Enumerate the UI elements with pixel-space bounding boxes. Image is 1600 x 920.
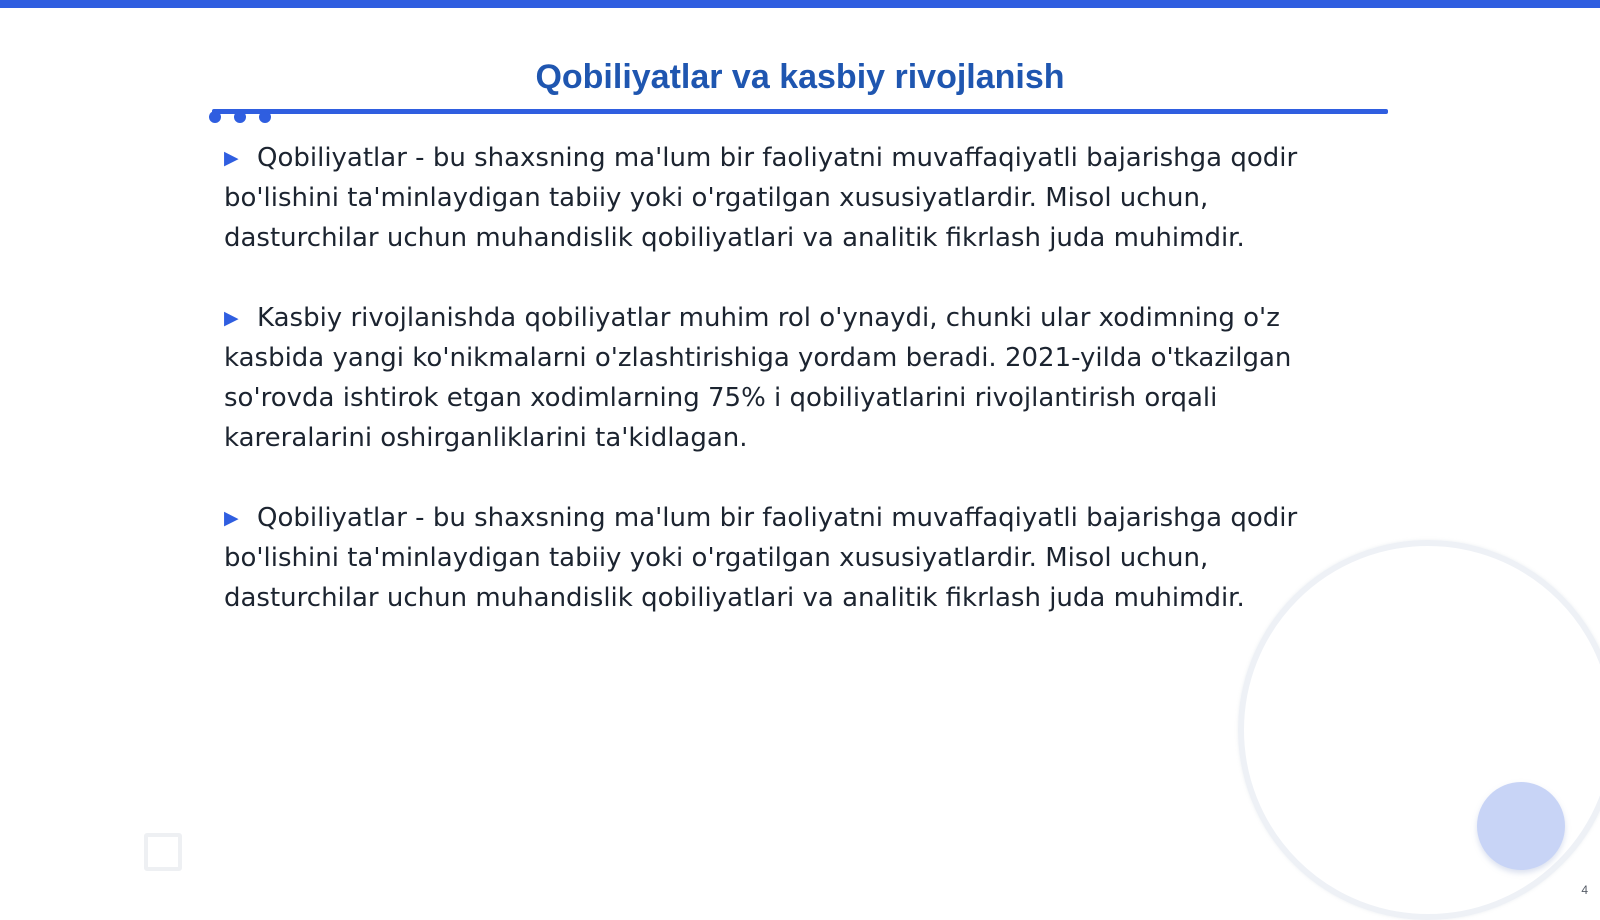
decorative-dot (259, 111, 271, 123)
bullet-text: Qobiliyatlar - bu shaxsning ma'lum bir faoliyatni muvaffaqiyatli bajarishga qodir bo'lishini ta'minlaydigan tabiiy yoki o'rgatilgan xususiyatlardir. Misol uchun, dasturchilar uchun muhandislik qobiliyatlari va analitik fikrlash juda muhimdir. (224, 143, 1298, 253)
decorative-ring (1238, 540, 1600, 920)
bullet-arrow-icon: ▶ (224, 507, 239, 529)
bullet-arrow-icon: ▶ (224, 147, 239, 169)
bullet-list (224, 138, 1344, 658)
bullet-item (224, 498, 1344, 618)
decorative-circle (1477, 782, 1565, 870)
bullet-arrow-icon: ▶ (224, 307, 239, 329)
bullet-text: Qobiliyatlar - bu shaxsning ma'lum bir faoliyatni muvaffaqiyatli bajarishga qodir bo'lishini ta'minlaydigan tabiiy yoki o'rgatilgan xususiyatlardir. Misol uchun, dasturchilar uchun muhandislik qobiliyatlari va analitik fikrlash juda muhimdir. (224, 503, 1298, 613)
slide-title: Qobiliyatlar va kasbiy rivojlanish (535, 58, 1065, 96)
page-number: 4 (1581, 883, 1588, 897)
bullet-text: Kasbiy rivojlanishda qobiliyatlar muhim rol o'ynaydi, chunki ular xodimning o'z kasbida yangi ko'nikmalarni o'zlashtirishiga yordam beradi. 2021-yilda o'tkazilgan so'rovda ishtirok etgan xodimlarning 75% i qobiliyatlarini rivojlantirish orqali kareralarini oshirganliklarini ta'kidlagan. (224, 303, 1292, 453)
decorative-square (144, 833, 182, 871)
decorative-dot (234, 111, 246, 123)
decorative-dot (209, 111, 221, 123)
bullet-item (224, 298, 1344, 458)
title-underline (212, 109, 1388, 114)
top-accent-bar (0, 0, 1600, 8)
bullet-item (224, 138, 1344, 258)
